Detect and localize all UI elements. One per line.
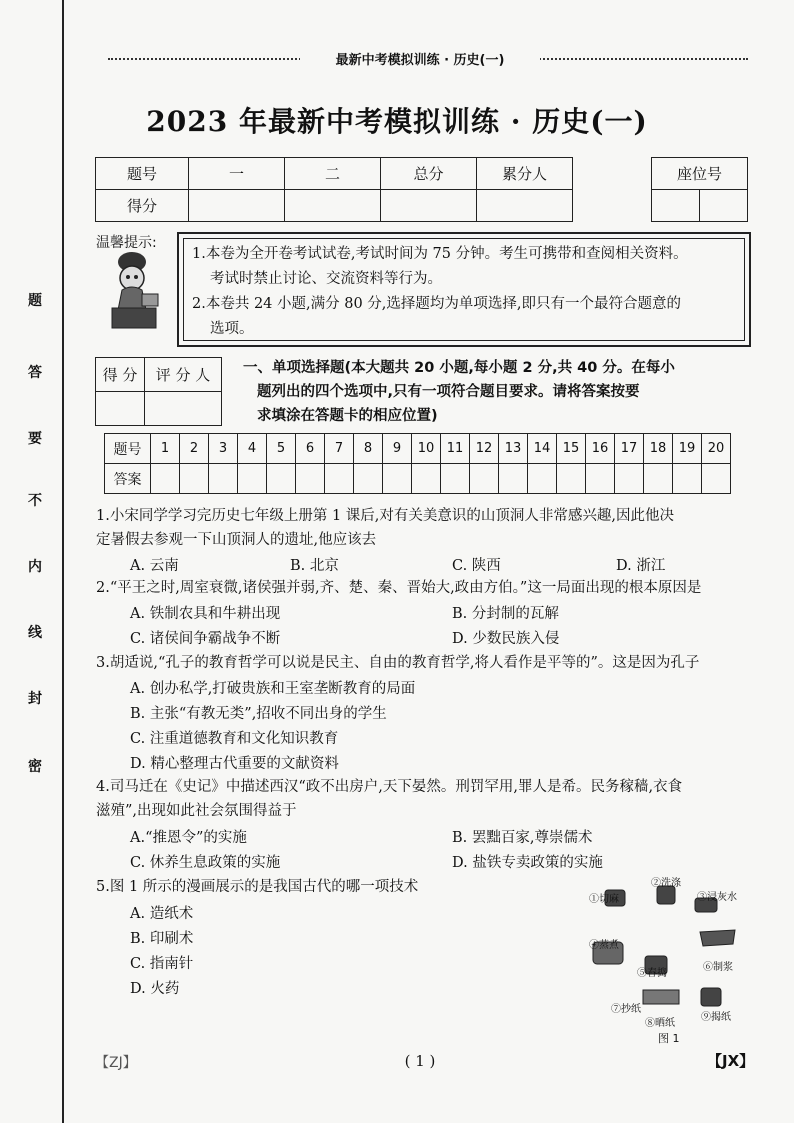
option[interactable]: D. 盐铁专卖政策的实施 <box>452 855 603 871</box>
answer-grid-number: 13 <box>499 434 528 464</box>
option[interactable]: A. 创办私学,打破贵族和王室垄断教育的局面 <box>130 681 416 697</box>
grader-score-label: 得 分 <box>96 358 145 392</box>
answer-grid-number: 3 <box>209 434 238 464</box>
question-stem: 4.司马迁在《史记》中描述西汉“政不出房户,天下晏然。刑罚罕用,罪人是希。民务稼穑,衣食 <box>96 779 683 795</box>
answer-grid-number: 14 <box>528 434 557 464</box>
section-title <box>243 356 713 428</box>
page-title: 2023 年最新中考模拟训练 · 历史(一) <box>146 105 648 138</box>
answer-grid-number: 7 <box>325 434 354 464</box>
option[interactable]: D. 少数民族入侵 <box>452 631 560 647</box>
figure-step: ⑧晒纸 <box>645 1018 675 1029</box>
figure-step: ②洗涤 <box>651 878 681 889</box>
answer-grid-number: 18 <box>644 434 673 464</box>
answer-cell[interactable] <box>470 464 499 494</box>
option[interactable]: A. 云南 <box>130 558 179 574</box>
answer-cell[interactable] <box>441 464 470 494</box>
question-1 <box>96 504 756 552</box>
score-head: 累分人 <box>477 158 573 190</box>
score-cell[interactable] <box>189 190 285 222</box>
side-char: 密 <box>28 759 42 775</box>
score-head: 二 <box>285 158 381 190</box>
footer-right-mark: 【JX】 <box>707 1052 755 1070</box>
answer-grid-number: 6 <box>296 434 325 464</box>
seat-label: 座位号 <box>652 158 748 190</box>
seat-cell[interactable] <box>652 190 700 222</box>
papermaking-figure <box>585 872 745 1046</box>
answer-cell[interactable] <box>238 464 267 494</box>
side-char: 答 <box>28 365 42 381</box>
option[interactable]: A. 铁制农具和牛耕出现 <box>130 606 281 622</box>
answer-grid-head-label: 题号 <box>105 434 151 464</box>
question-stem: 5.图 1 所示的漫画展示的是我国古代的哪一项技术 <box>96 879 419 895</box>
figure-step: ④蒸煮 <box>589 940 619 951</box>
answer-grid-number: 20 <box>702 434 731 464</box>
score-cell[interactable] <box>381 190 477 222</box>
answer-cell[interactable] <box>209 464 238 494</box>
side-char: 要 <box>28 431 42 447</box>
option[interactable]: A.“推恩令”的实施 <box>130 830 247 846</box>
section-line: 一、单项选择题(本大题共 20 小题,每小题 2 分,共 40 分。在每小 <box>243 360 675 376</box>
figure-step: ⑨揭纸 <box>701 1012 731 1023</box>
option[interactable]: C. 陕西 <box>452 558 501 574</box>
side-char: 封 <box>28 691 42 707</box>
answer-cell[interactable] <box>180 464 209 494</box>
side-char: 内 <box>28 559 42 575</box>
answer-cell[interactable] <box>615 464 644 494</box>
score-head: 一 <box>189 158 285 190</box>
option[interactable]: B. 北京 <box>290 558 339 574</box>
answer-cell[interactable] <box>383 464 412 494</box>
question-stem: 滋殖”,出现如此社会氛围得益于 <box>96 803 297 819</box>
score-cell[interactable] <box>285 190 381 222</box>
score-head: 总分 <box>381 158 477 190</box>
side-char: 线 <box>28 625 42 641</box>
answer-grid-number: 11 <box>441 434 470 464</box>
answer-cell[interactable] <box>151 464 180 494</box>
question-4 <box>96 775 756 823</box>
tip-line: 2.本卷共 24 小题,满分 80 分,选择题均为单项选择,即只有一个最符合题意的 <box>192 296 681 312</box>
grader-name-label: 评 分 人 <box>145 358 222 392</box>
grader-score-cell[interactable] <box>96 392 145 426</box>
answer-cell[interactable] <box>528 464 557 494</box>
seat-table <box>651 157 748 222</box>
answer-grid-number: 9 <box>383 434 412 464</box>
side-char: 题 <box>28 293 42 309</box>
answer-grid-number: 12 <box>470 434 499 464</box>
answer-cell[interactable] <box>354 464 383 494</box>
figure-step: ⑦抄纸 <box>611 1004 641 1015</box>
footer-left-mark: 【ZJ】 <box>95 1055 137 1071</box>
question-stem: 3.胡适说,“孔子的教育哲学可以说是民主、自由的教育哲学,将人看作是平等的”。这是因为孔子 <box>96 655 700 671</box>
running-title: 最新中考模拟训练 · 历史(一) <box>300 49 540 68</box>
option[interactable]: C. 注重道德教育和文化知识教育 <box>130 731 339 747</box>
section-line: 题列出的四个选项中,只有一项符合题目要求。请将答案按要 <box>257 384 640 400</box>
option[interactable]: B. 罢黜百家,尊崇儒术 <box>452 830 593 846</box>
binding-line <box>62 0 64 1123</box>
mascot-illustration <box>102 250 168 332</box>
grader-table <box>95 357 222 426</box>
figure-step: ①切麻 <box>589 894 619 905</box>
option[interactable]: D. 火药 <box>130 981 180 997</box>
answer-grid <box>104 433 731 494</box>
answer-grid-number: 1 <box>151 434 180 464</box>
page-number: ( 1 ) <box>404 1052 436 1070</box>
answer-grid-number: 10 <box>412 434 441 464</box>
grader-name-cell[interactable] <box>145 392 222 426</box>
option[interactable]: D. 精心整理古代重要的文献资料 <box>130 756 339 772</box>
answer-grid-number: 8 <box>354 434 383 464</box>
figure-step: ③浸灰水 <box>697 892 737 903</box>
figure-step: ⑤舂捣 <box>637 968 667 979</box>
tips-box <box>177 232 751 347</box>
question-3 <box>96 651 756 675</box>
option[interactable]: B. 印刷术 <box>130 931 194 947</box>
question-2 <box>96 576 756 600</box>
answer-cell[interactable] <box>499 464 528 494</box>
tip-line: 1.本卷为全开卷考试试卷,考试时间为 75 分钟。考生可携带和查阅相关资料。 <box>192 246 688 262</box>
answer-grid-number: 15 <box>557 434 586 464</box>
question-stem: 1.小宋同学学习完历史七年级上册第 1 课后,对有关美意识的山顶洞人非常感兴趣,因此他决 <box>96 508 674 524</box>
figure-caption: 图 1 <box>658 1032 680 1045</box>
answer-grid-number: 17 <box>615 434 644 464</box>
tip-line: 选项。 <box>210 321 254 337</box>
option[interactable]: D. 浙江 <box>616 558 666 574</box>
option[interactable]: C. 诸侯间争霸战争不断 <box>130 631 281 647</box>
option[interactable]: C. 指南针 <box>130 956 194 972</box>
option[interactable]: A. 造纸术 <box>130 906 194 922</box>
score-cell[interactable] <box>477 190 573 222</box>
option[interactable]: C. 休养生息政策的实施 <box>130 855 281 871</box>
tips-label: 温馨提示: <box>96 235 157 251</box>
seat-cell[interactable] <box>700 190 748 222</box>
answer-cell[interactable] <box>557 464 586 494</box>
answer-grid-number: 2 <box>180 434 209 464</box>
answer-cell[interactable] <box>412 464 441 494</box>
score-table <box>95 157 573 222</box>
option[interactable]: B. 主张“有教无类”,招收不同出身的学生 <box>130 706 387 722</box>
answer-cell[interactable] <box>296 464 325 494</box>
question-stem: 定暑假去参观一下山顶洞人的遗址,他应该去 <box>96 532 377 548</box>
answer-grid-number: 19 <box>673 434 702 464</box>
question-stem: 2.“平王之时,周室衰微,诸侯强并弱,齐、楚、秦、晋始大,政由方伯。”这一局面出现的根本原因是 <box>96 580 702 596</box>
answer-cell[interactable] <box>267 464 296 494</box>
answer-grid-number: 5 <box>267 434 296 464</box>
tip-line: 考试时禁止讨论、交流资料等行为。 <box>210 271 442 287</box>
answer-grid-number: 16 <box>586 434 615 464</box>
figure-step: ⑥制浆 <box>703 962 733 973</box>
answer-cell[interactable] <box>325 464 354 494</box>
side-char: 不 <box>28 493 42 509</box>
answer-grid-answer-label: 答案 <box>105 464 151 494</box>
section-line: 求填涂在答题卡的相应位置) <box>257 408 438 424</box>
answer-cell[interactable] <box>673 464 702 494</box>
score-row-label: 得分 <box>96 190 189 222</box>
option[interactable]: B. 分封制的瓦解 <box>452 606 559 622</box>
answer-cell[interactable] <box>586 464 615 494</box>
score-head: 题号 <box>96 158 189 190</box>
answer-cell[interactable] <box>644 464 673 494</box>
answer-cell[interactable] <box>702 464 731 494</box>
answer-grid-number: 4 <box>238 434 267 464</box>
